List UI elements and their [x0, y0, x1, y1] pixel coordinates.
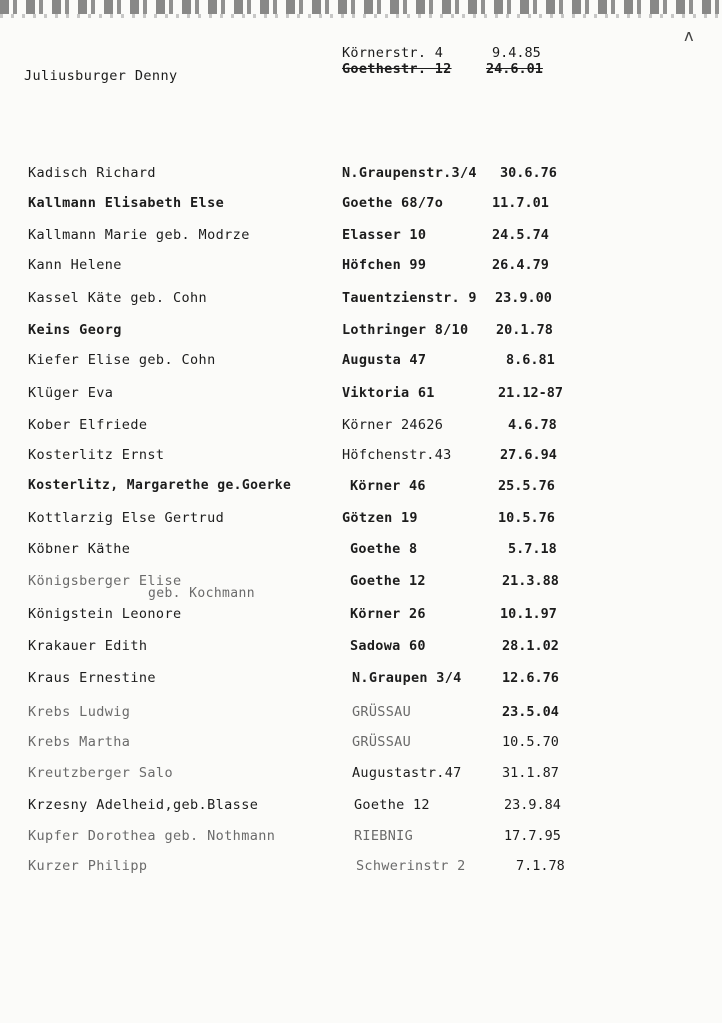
- entry-name: Klüger Eva: [28, 385, 114, 401]
- list-item: [0, 256, 722, 280]
- list-item: [0, 540, 722, 564]
- entry-date: 30.6.76: [500, 165, 557, 181]
- entry-date: 11.7.01: [492, 195, 549, 211]
- entry-name: Kosterlitz Ernst: [28, 447, 165, 463]
- entry-date: 23.5.04: [502, 704, 559, 720]
- top-edge-smudge-faint: [0, 14, 722, 18]
- entry-date: 20.1.78: [496, 322, 553, 338]
- entry-street: Körner 26: [350, 606, 426, 622]
- entry-date: 12.6.76: [502, 670, 559, 686]
- entry-street: N.Graupen 3/4: [352, 670, 462, 686]
- entry-date: 10.5.70: [502, 734, 559, 750]
- list-item: [0, 226, 722, 250]
- entry-name: Krebs Ludwig: [28, 704, 131, 720]
- entry-date: 28.1.02: [502, 638, 559, 654]
- entry-name: Kraus Ernestine: [28, 670, 156, 686]
- entry-street: Lothringer 8/10: [342, 322, 469, 338]
- entry-date: 7.1.78: [516, 858, 565, 874]
- entry-date: 21.3.88: [502, 573, 559, 589]
- entry-date: 24.5.74: [492, 227, 549, 243]
- entry-name: Kosterlitz, Margarethe ge.Goerke: [28, 478, 292, 493]
- entry-street: Höfchenstr.43: [342, 447, 452, 463]
- list-item: [0, 764, 722, 788]
- entry-street: Goethe 12: [354, 797, 430, 813]
- entry-date: 10.1.97: [500, 606, 557, 622]
- entry-street: Augusta 47: [342, 352, 427, 368]
- list-item: [0, 351, 722, 375]
- list-item: [0, 637, 722, 661]
- entry-street: Goethe 12: [350, 573, 426, 589]
- list-item: [0, 194, 722, 218]
- list-item: [0, 857, 722, 881]
- entry-date: 26.4.79: [492, 257, 549, 273]
- entry-name: Kober Elfriede: [28, 417, 148, 433]
- entry-street: Körner 24626: [342, 417, 444, 433]
- header-date-2: 24.6.01: [486, 61, 543, 77]
- list-item: [0, 446, 722, 470]
- entry-name: Kassel Käte geb. Cohn: [28, 290, 208, 306]
- entry-date: 27.6.94: [500, 447, 557, 463]
- entry-street: GRÜSSAU: [352, 704, 411, 720]
- list-item: [0, 669, 722, 693]
- entry-name: Königstein Leonore: [28, 606, 182, 622]
- list-item: [0, 796, 722, 820]
- list-item: [0, 164, 722, 188]
- entry-date: 23.9.84: [504, 797, 561, 813]
- entry-date: 5.7.18: [508, 541, 557, 557]
- entry-name: Kupfer Dorothea geb. Nothmann: [28, 828, 276, 844]
- header-address-2: Goethestr. 12: [342, 61, 452, 77]
- entry-name: Keins Georg: [28, 322, 122, 338]
- entry-name: Krakauer Edith: [28, 638, 148, 654]
- entry-street: RIEBNIG: [354, 828, 413, 844]
- entry-name: Kreutzberger Salo: [28, 765, 173, 781]
- entry-date: 25.5.76: [498, 478, 555, 494]
- entry-street: Goethe 68/7o: [342, 195, 444, 211]
- entry-street: Höfchen 99: [342, 257, 427, 273]
- list-item: [0, 509, 722, 533]
- list-item: [0, 605, 722, 629]
- entry-street: Elasser 10: [342, 227, 427, 243]
- entry-street: GRÜSSAU: [352, 734, 411, 750]
- entry-date: 10.5.76: [498, 510, 555, 526]
- entry-name: Kallmann Elisabeth Else: [28, 195, 225, 211]
- entry-name: Krebs Martha: [28, 734, 131, 750]
- header-name: Juliusburger Denny: [24, 68, 178, 84]
- entry-name: Kiefer Elise geb. Cohn: [28, 352, 216, 368]
- entry-date: 21.12-87: [498, 385, 564, 401]
- corner-mark: ʌ: [684, 26, 694, 45]
- entry-name: Kadisch Richard: [28, 165, 156, 181]
- top-edge-smudge: [0, 0, 722, 14]
- entry-street: Schwerinstr 2: [356, 858, 466, 874]
- list-item: [0, 733, 722, 757]
- entry-street: Götzen 19: [342, 510, 418, 526]
- entry-street: Körner 46: [350, 478, 426, 494]
- entry-date: 17.7.95: [504, 828, 561, 844]
- entry-name: Krzesny Adelheid,geb.Blasse: [28, 797, 259, 813]
- entry-street: Tauentzienstr. 9: [342, 290, 477, 306]
- entry-street: Goethe 8: [350, 541, 418, 557]
- list-item: [0, 827, 722, 851]
- entry-name: Kurzer Philipp: [28, 858, 148, 874]
- header-name-row: [0, 67, 722, 91]
- entry-street: Viktoria 61: [342, 385, 435, 401]
- list-item: [0, 384, 722, 408]
- entry-name: Kallmann Marie geb. Modrze: [28, 227, 250, 243]
- entry-name: Königsberger Elise: [28, 573, 182, 589]
- entry-name: Kann Helene: [28, 257, 122, 273]
- entry-date: 31.1.87: [502, 765, 559, 781]
- list-item: [0, 703, 722, 727]
- list-item: [0, 477, 722, 501]
- list-item: [0, 416, 722, 440]
- entry-date: 8.6.81: [506, 352, 555, 368]
- list-item: [0, 321, 722, 345]
- entry-street: Augustastr.47: [352, 765, 462, 781]
- entry-date: 23.9.00: [495, 290, 552, 306]
- entry-name: Köbner Käthe: [28, 541, 131, 557]
- list-item: [0, 289, 722, 313]
- header-address-1: Körnerstr. 4: [342, 45, 444, 61]
- entry-street: Sadowa 60: [350, 638, 426, 654]
- entry-street: N.Graupenstr.3/4: [342, 165, 477, 181]
- header-date-1: 9.4.85: [492, 45, 541, 61]
- entry-date: 4.6.78: [508, 417, 557, 433]
- entry-name-line2: geb. Kochmann: [148, 586, 255, 601]
- entry-name: Kottlarzig Else Gertrud: [28, 510, 225, 526]
